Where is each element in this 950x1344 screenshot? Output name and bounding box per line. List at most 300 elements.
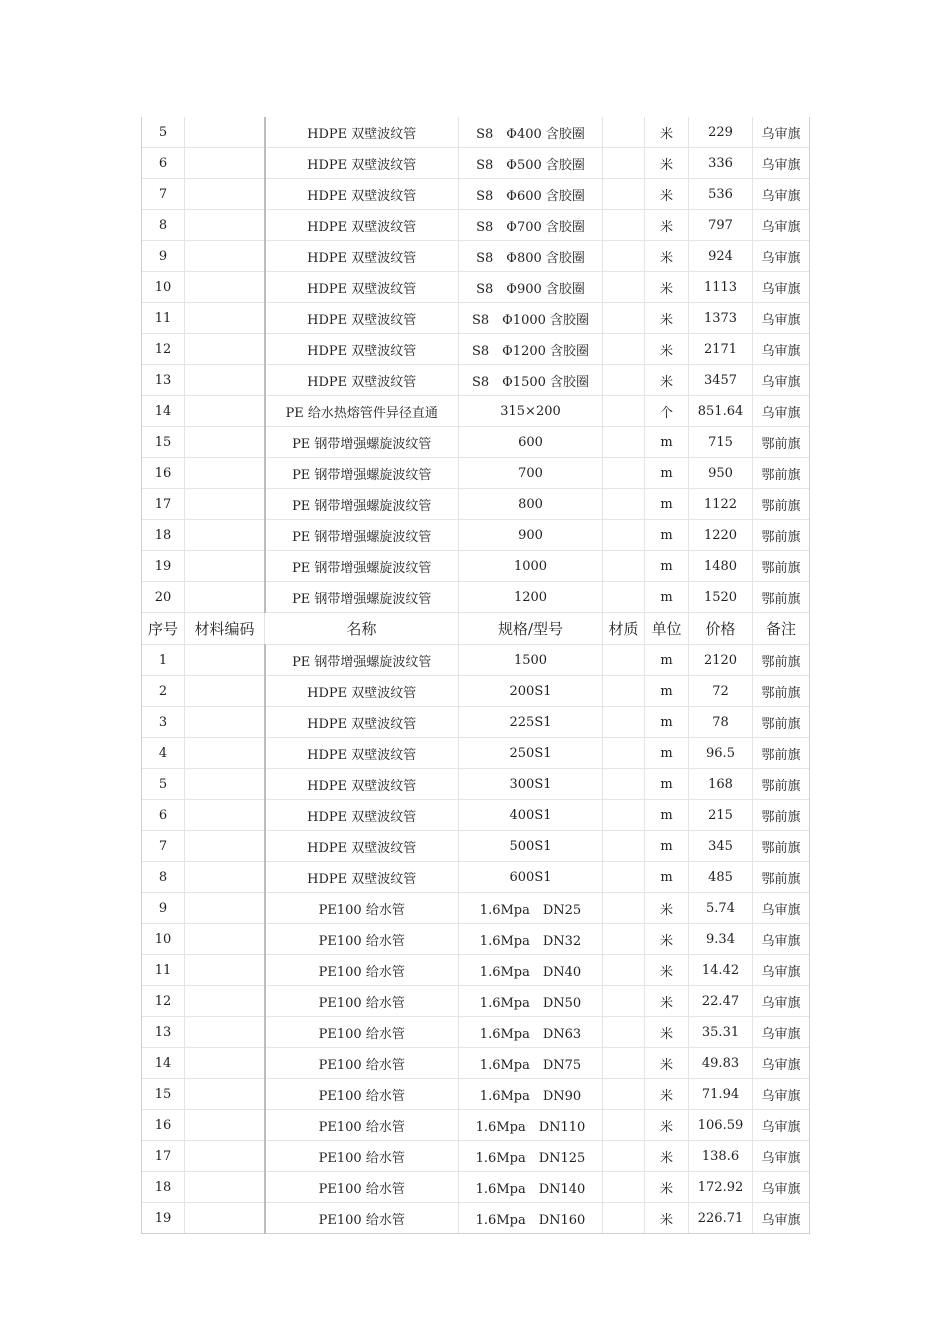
table-row [142, 334, 810, 365]
seq-cell: 15 [142, 1079, 185, 1110]
unit-cell: 米 [645, 179, 689, 210]
seq-cell: 12 [142, 986, 185, 1017]
unit-cell: m [645, 831, 689, 862]
name-cell: PE100 给水管 [265, 986, 459, 1017]
code-cell [185, 582, 265, 613]
material-price-table [141, 117, 810, 1234]
name-cell: HDPE 双壁波纹管 [265, 303, 459, 334]
spec-cell: 600S1 [459, 862, 603, 893]
table-row [142, 862, 810, 893]
seq-cell: 2 [142, 676, 185, 707]
name-cell: HDPE 双壁波纹管 [265, 117, 459, 148]
material-cell [603, 986, 645, 1017]
table-row [142, 551, 810, 582]
code-cell [185, 117, 265, 148]
remark-cell: 乌审旗 [753, 1079, 810, 1110]
price-cell: 2171 [689, 334, 753, 365]
table-row [142, 800, 810, 831]
material-cell [603, 769, 645, 800]
unit-cell: 米 [645, 210, 689, 241]
price-cell: 345 [689, 831, 753, 862]
name-cell: PE100 给水管 [265, 924, 459, 955]
remark-cell: 鄂前旗 [753, 800, 810, 831]
unit-cell: 个 [645, 396, 689, 427]
table-row [142, 831, 810, 862]
name-cell: HDPE 双壁波纹管 [265, 334, 459, 365]
name-cell: PE 钢带增强螺旋波纹管 [265, 551, 459, 582]
name-cell: HDPE 双壁波纹管 [265, 676, 459, 707]
code-cell: 材料编码 [185, 613, 265, 645]
code-cell [185, 707, 265, 738]
name-cell: PE 给水热熔管件异径直通 [265, 396, 459, 427]
material-cell [603, 1048, 645, 1079]
remark-cell: 乌审旗 [753, 1017, 810, 1048]
seq-cell: 20 [142, 582, 185, 613]
seq-cell: 14 [142, 396, 185, 427]
price-cell: 215 [689, 800, 753, 831]
table-row [142, 769, 810, 800]
price-cell: 106.59 [689, 1110, 753, 1141]
unit-cell: m [645, 769, 689, 800]
unit-cell: 米 [645, 1110, 689, 1141]
unit-cell: m [645, 738, 689, 769]
material-cell [603, 117, 645, 148]
price-cell: 96.5 [689, 738, 753, 769]
seq-cell: 10 [142, 272, 185, 303]
name-cell: HDPE 双壁波纹管 [265, 831, 459, 862]
material-cell [603, 1079, 645, 1110]
remark-cell: 鄂前旗 [753, 551, 810, 582]
seq-cell: 5 [142, 117, 185, 148]
spec-cell: 1000 [459, 551, 603, 582]
spec-cell: 1.6Mpa DN160 [459, 1203, 603, 1234]
name-cell: PE100 给水管 [265, 1141, 459, 1172]
name-cell: HDPE 双壁波纹管 [265, 862, 459, 893]
price-cell: 168 [689, 769, 753, 800]
remark-cell: 鄂前旗 [753, 489, 810, 520]
remark-cell: 乌审旗 [753, 1110, 810, 1141]
seq-cell: 8 [142, 862, 185, 893]
seq-cell: 序号 [142, 613, 185, 645]
remark-cell: 乌审旗 [753, 117, 810, 148]
table-row [142, 396, 810, 427]
material-cell [603, 893, 645, 924]
spec-cell: S8 Φ400 含胶圈 [459, 117, 603, 148]
seq-cell: 16 [142, 1110, 185, 1141]
table-row [142, 365, 810, 396]
price-cell: 价格 [689, 613, 753, 645]
unit-cell: m [645, 800, 689, 831]
material-cell [603, 1172, 645, 1203]
table-row [142, 489, 810, 520]
name-cell: HDPE 双壁波纹管 [265, 210, 459, 241]
price-cell: 9.34 [689, 924, 753, 955]
spec-cell: 700 [459, 458, 603, 489]
seq-cell: 13 [142, 1017, 185, 1048]
spec-cell: 1.6Mpa DN63 [459, 1017, 603, 1048]
table-row [142, 520, 810, 551]
code-cell [185, 1048, 265, 1079]
table-row [142, 645, 810, 676]
spec-cell: S8 Φ700 含胶圈 [459, 210, 603, 241]
remark-cell: 乌审旗 [753, 303, 810, 334]
code-cell [185, 738, 265, 769]
price-cell: 1520 [689, 582, 753, 613]
seq-cell: 12 [142, 334, 185, 365]
material-cell [603, 924, 645, 955]
spec-cell: 600 [459, 427, 603, 458]
code-cell [185, 800, 265, 831]
unit-cell: 米 [645, 1203, 689, 1234]
spec-cell: 300S1 [459, 769, 603, 800]
code-cell [185, 396, 265, 427]
name-cell: PE100 给水管 [265, 1110, 459, 1141]
spec-cell: 800 [459, 489, 603, 520]
seq-cell: 11 [142, 303, 185, 334]
name-cell: 名称 [265, 613, 459, 645]
spec-cell: 规格/型号 [459, 613, 603, 645]
seq-cell: 8 [142, 210, 185, 241]
seq-cell: 18 [142, 520, 185, 551]
table-row [142, 676, 810, 707]
spec-cell: 500S1 [459, 831, 603, 862]
table-row [142, 1172, 810, 1203]
price-cell: 715 [689, 427, 753, 458]
name-cell: HDPE 双壁波纹管 [265, 179, 459, 210]
seq-cell: 17 [142, 489, 185, 520]
remark-cell: 乌审旗 [753, 272, 810, 303]
spec-cell: S8 Φ1200 含胶圈 [459, 334, 603, 365]
price-cell: 14.42 [689, 955, 753, 986]
spec-cell: 1.6Mpa DN25 [459, 893, 603, 924]
table-row [142, 1203, 810, 1234]
seq-cell: 16 [142, 458, 185, 489]
unit-cell: 米 [645, 272, 689, 303]
name-cell: PE 钢带增强螺旋波纹管 [265, 645, 459, 676]
remark-cell: 鄂前旗 [753, 458, 810, 489]
spec-cell: 1.6Mpa DN110 [459, 1110, 603, 1141]
remark-cell: 鄂前旗 [753, 427, 810, 458]
spec-cell: S8 Φ500 含胶圈 [459, 148, 603, 179]
price-cell: 22.47 [689, 986, 753, 1017]
table-row [142, 117, 810, 148]
unit-cell: 米 [645, 1172, 689, 1203]
table-row [142, 738, 810, 769]
material-cell [603, 1017, 645, 1048]
seq-cell: 9 [142, 893, 185, 924]
seq-cell: 7 [142, 831, 185, 862]
remark-cell: 乌审旗 [753, 955, 810, 986]
spec-cell: S8 Φ1500 含胶圈 [459, 365, 603, 396]
name-cell: PE100 给水管 [265, 1017, 459, 1048]
material-cell [603, 272, 645, 303]
code-cell [185, 489, 265, 520]
seq-cell: 19 [142, 1203, 185, 1234]
name-cell: HDPE 双壁波纹管 [265, 148, 459, 179]
code-cell [185, 955, 265, 986]
price-cell: 1480 [689, 551, 753, 582]
name-cell: HDPE 双壁波纹管 [265, 769, 459, 800]
material-cell [603, 1141, 645, 1172]
table-row [142, 241, 810, 272]
price-cell: 797 [689, 210, 753, 241]
code-cell [185, 831, 265, 862]
code-cell [185, 334, 265, 365]
spec-cell: 1200 [459, 582, 603, 613]
code-cell [185, 179, 265, 210]
seq-cell: 19 [142, 551, 185, 582]
name-cell: HDPE 双壁波纹管 [265, 707, 459, 738]
table-row [142, 955, 810, 986]
remark-cell: 乌审旗 [753, 1203, 810, 1234]
material-cell [603, 955, 645, 986]
price-cell: 485 [689, 862, 753, 893]
name-cell: PE100 给水管 [265, 1079, 459, 1110]
table-row [142, 1017, 810, 1048]
remark-cell: 乌审旗 [753, 334, 810, 365]
unit-cell: 米 [645, 241, 689, 272]
spec-cell: S8 Φ800 含胶圈 [459, 241, 603, 272]
remark-cell: 鄂前旗 [753, 676, 810, 707]
seq-cell: 11 [142, 955, 185, 986]
spec-cell: 1.6Mpa DN140 [459, 1172, 603, 1203]
unit-cell: 米 [645, 955, 689, 986]
price-cell: 72 [689, 676, 753, 707]
remark-cell: 乌审旗 [753, 1048, 810, 1079]
code-cell [185, 1172, 265, 1203]
material-cell [603, 303, 645, 334]
remark-cell: 鄂前旗 [753, 862, 810, 893]
price-sheet [141, 117, 809, 1234]
material-cell: 材质 [603, 613, 645, 645]
name-cell: PE 钢带增强螺旋波纹管 [265, 427, 459, 458]
code-cell [185, 676, 265, 707]
seq-cell: 6 [142, 800, 185, 831]
material-cell [603, 210, 645, 241]
material-cell [603, 831, 645, 862]
spec-cell: 1500 [459, 645, 603, 676]
table-row [142, 1048, 810, 1079]
table-row [142, 1141, 810, 1172]
table-header-row [142, 613, 810, 645]
remark-cell: 乌审旗 [753, 924, 810, 955]
remark-cell: 乌审旗 [753, 365, 810, 396]
remark-cell: 鄂前旗 [753, 520, 810, 551]
remark-cell: 乌审旗 [753, 148, 810, 179]
seq-cell: 13 [142, 365, 185, 396]
name-cell: HDPE 双壁波纹管 [265, 800, 459, 831]
seq-cell: 4 [142, 738, 185, 769]
name-cell: PE 钢带增强螺旋波纹管 [265, 582, 459, 613]
material-cell [603, 676, 645, 707]
price-cell: 138.6 [689, 1141, 753, 1172]
spec-cell: 1.6Mpa DN90 [459, 1079, 603, 1110]
code-cell [185, 272, 265, 303]
code-cell [185, 427, 265, 458]
unit-cell: 米 [645, 148, 689, 179]
code-cell [185, 1203, 265, 1234]
material-cell [603, 862, 645, 893]
name-cell: PE100 给水管 [265, 1048, 459, 1079]
table-row [142, 1079, 810, 1110]
code-cell [185, 458, 265, 489]
material-cell [603, 365, 645, 396]
name-cell: PE100 给水管 [265, 1203, 459, 1234]
unit-cell: m [645, 427, 689, 458]
name-cell: HDPE 双壁波纹管 [265, 272, 459, 303]
material-cell [603, 1110, 645, 1141]
table-row [142, 458, 810, 489]
price-cell: 35.31 [689, 1017, 753, 1048]
code-cell [185, 769, 265, 800]
table-row [142, 1110, 810, 1141]
price-cell: 950 [689, 458, 753, 489]
price-cell: 229 [689, 117, 753, 148]
unit-cell: 米 [645, 893, 689, 924]
table-row [142, 427, 810, 458]
seq-cell: 9 [142, 241, 185, 272]
code-cell [185, 148, 265, 179]
remark-cell: 鄂前旗 [753, 582, 810, 613]
unit-cell: 米 [645, 924, 689, 955]
name-cell: HDPE 双壁波纹管 [265, 365, 459, 396]
price-cell: 536 [689, 179, 753, 210]
price-cell: 3457 [689, 365, 753, 396]
price-cell: 2120 [689, 645, 753, 676]
unit-cell: 米 [645, 334, 689, 365]
price-cell: 1122 [689, 489, 753, 520]
price-cell: 924 [689, 241, 753, 272]
unit-cell: m [645, 551, 689, 582]
seq-cell: 1 [142, 645, 185, 676]
material-cell [603, 241, 645, 272]
seq-cell: 6 [142, 148, 185, 179]
unit-cell: 米 [645, 1141, 689, 1172]
material-cell [603, 458, 645, 489]
material-cell [603, 396, 645, 427]
spec-cell: 900 [459, 520, 603, 551]
remark-cell: 乌审旗 [753, 241, 810, 272]
remark-cell: 乌审旗 [753, 1172, 810, 1203]
unit-cell: m [645, 520, 689, 551]
code-cell [185, 924, 265, 955]
code-cell [185, 1110, 265, 1141]
seq-cell: 3 [142, 707, 185, 738]
name-cell: HDPE 双壁波纹管 [265, 738, 459, 769]
seq-cell: 7 [142, 179, 185, 210]
table-row [142, 210, 810, 241]
material-cell [603, 334, 645, 365]
spec-cell: 1.6Mpa DN50 [459, 986, 603, 1017]
table-row [142, 148, 810, 179]
price-cell: 336 [689, 148, 753, 179]
table-row [142, 179, 810, 210]
material-cell [603, 645, 645, 676]
price-cell: 172.92 [689, 1172, 753, 1203]
material-cell [603, 582, 645, 613]
code-cell [185, 210, 265, 241]
material-cell [603, 1203, 645, 1234]
seq-cell: 17 [142, 1141, 185, 1172]
table-row [142, 924, 810, 955]
unit-cell: 米 [645, 117, 689, 148]
seq-cell: 15 [142, 427, 185, 458]
name-cell: PE 钢带增强螺旋波纹管 [265, 458, 459, 489]
price-cell: 78 [689, 707, 753, 738]
seq-cell: 5 [142, 769, 185, 800]
material-cell [603, 800, 645, 831]
remark-cell: 备注 [753, 613, 810, 645]
material-cell [603, 551, 645, 582]
code-cell [185, 303, 265, 334]
name-cell: PE100 给水管 [265, 893, 459, 924]
name-cell: HDPE 双壁波纹管 [265, 241, 459, 272]
remark-cell: 鄂前旗 [753, 738, 810, 769]
unit-cell: 单位 [645, 613, 689, 645]
unit-cell: 米 [645, 365, 689, 396]
material-cell [603, 520, 645, 551]
price-cell: 226.71 [689, 1203, 753, 1234]
material-cell [603, 489, 645, 520]
spec-cell: 225S1 [459, 707, 603, 738]
remark-cell: 乌审旗 [753, 396, 810, 427]
spec-cell: 250S1 [459, 738, 603, 769]
code-cell [185, 551, 265, 582]
unit-cell: m [645, 676, 689, 707]
unit-cell: m [645, 489, 689, 520]
name-cell: PE100 给水管 [265, 955, 459, 986]
price-cell: 71.94 [689, 1079, 753, 1110]
table-row [142, 893, 810, 924]
material-cell [603, 148, 645, 179]
spec-cell: 1.6Mpa DN125 [459, 1141, 603, 1172]
unit-cell: 米 [645, 1017, 689, 1048]
code-cell [185, 241, 265, 272]
name-cell: PE 钢带增强螺旋波纹管 [265, 520, 459, 551]
spec-cell: 200S1 [459, 676, 603, 707]
table-row [142, 272, 810, 303]
name-cell: PE100 给水管 [265, 1172, 459, 1203]
unit-cell: 米 [645, 986, 689, 1017]
code-cell [185, 520, 265, 551]
price-cell: 1220 [689, 520, 753, 551]
spec-cell: S8 Φ900 含胶圈 [459, 272, 603, 303]
unit-cell: 米 [645, 303, 689, 334]
unit-cell: m [645, 707, 689, 738]
unit-cell: m [645, 862, 689, 893]
material-cell [603, 738, 645, 769]
table-body [142, 117, 810, 1234]
price-cell: 5.74 [689, 893, 753, 924]
code-cell [185, 986, 265, 1017]
price-cell: 851.64 [689, 396, 753, 427]
code-cell [185, 645, 265, 676]
code-cell [185, 365, 265, 396]
unit-cell: 米 [645, 1048, 689, 1079]
code-cell [185, 862, 265, 893]
remark-cell: 乌审旗 [753, 179, 810, 210]
unit-cell: m [645, 582, 689, 613]
table-row [142, 582, 810, 613]
price-cell: 1113 [689, 272, 753, 303]
name-cell: PE 钢带增强螺旋波纹管 [265, 489, 459, 520]
seq-cell: 18 [142, 1172, 185, 1203]
spec-cell: 1.6Mpa DN40 [459, 955, 603, 986]
price-cell: 49.83 [689, 1048, 753, 1079]
price-cell: 1373 [689, 303, 753, 334]
code-cell [185, 893, 265, 924]
spec-cell: 400S1 [459, 800, 603, 831]
